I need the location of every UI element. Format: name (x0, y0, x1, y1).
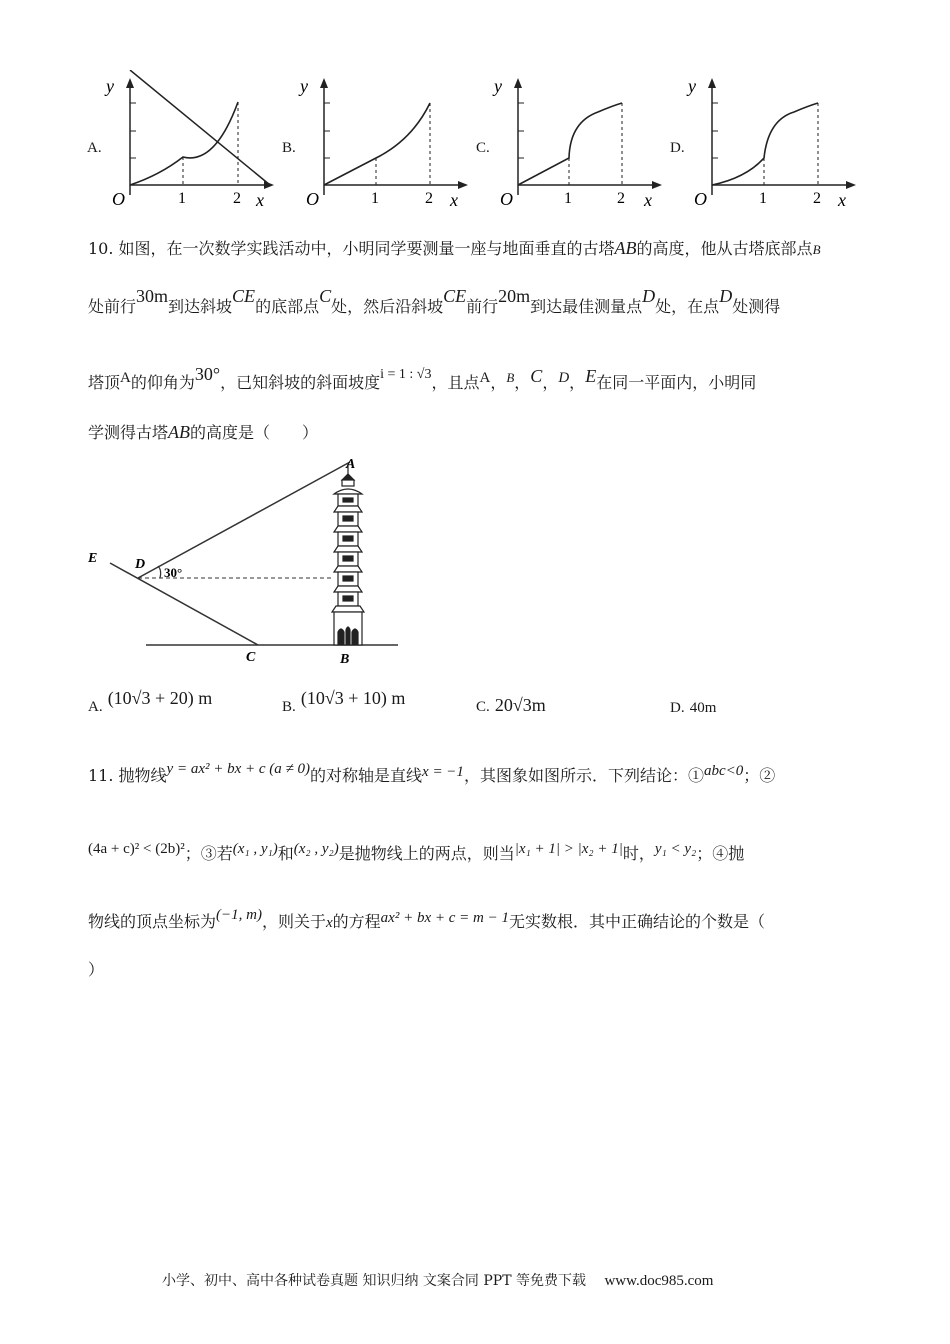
point-a-label: A (346, 457, 356, 472)
tick-1: 1 (178, 190, 186, 207)
tick-2: 2 (813, 190, 821, 207)
tick-2: 2 (425, 190, 433, 207)
x-axis-label: x (838, 190, 846, 210)
point-c-label: C (246, 650, 256, 665)
q11-line-1: 11. 抛物线y = ax² + bx + c (a ≠ 0)的对称轴是直线x = −1，其图象如图所示．下列结论：①abc<0；② (88, 761, 776, 785)
graph-b (294, 70, 479, 210)
graph-a-label: A. (87, 140, 102, 156)
q10-option-a: A. (10√3 + 20) m (88, 688, 213, 715)
tick-1: 1 (564, 190, 572, 207)
point-e-label: E (88, 551, 98, 566)
q11-line-3: 物线的顶点坐标为(−1, m)，则关于x的方程ax² + bx + c = m − 1无实数根．其中正确结论的个数是（ (88, 907, 765, 931)
graph-d-label: D. (670, 140, 685, 156)
q10-option-b: B. (10√3 + 10) m (282, 688, 406, 715)
graph-a (100, 70, 285, 210)
q10-line-4: 学测得古塔AB的高度是（ ） (88, 422, 319, 442)
y-axis-label: y (106, 76, 114, 96)
footer-link[interactable]: www.doc985.com (604, 1273, 714, 1289)
footer-text: 小学、初中、高中各种试卷真题 知识归纳 文案合同 PPT 等免费下载 (162, 1273, 586, 1289)
graph-d (682, 70, 867, 210)
q10-option-d: D. 40m (670, 700, 717, 716)
point-b-label: B (340, 652, 350, 667)
q10-line-1: 10. 如图，在一次数学实践活动中，小明同学要测量一座与地面垂直的古塔AB的高度，他从古塔底部点B (88, 238, 821, 258)
q10-option-c: C. 20√3m (476, 695, 546, 715)
tick-2: 2 (617, 190, 625, 207)
y-axis-label: y (494, 76, 502, 96)
tick-1: 1 (759, 190, 767, 207)
q10-line-3: 塔顶A的仰角为30°，已知斜坡的斜面坡度i = 1 : √3，且点A，$^B$，C，D，E在同一平面内，小明同 (88, 364, 757, 392)
angle-label: 30° (164, 565, 183, 580)
graph-b-label: B. (282, 140, 296, 156)
x-axis-label: x (450, 190, 458, 210)
origin-label: O (306, 189, 319, 209)
footer (162, 1270, 713, 1290)
x-axis-label: x (644, 190, 652, 210)
origin-label: O (112, 189, 125, 209)
tick-2: 2 (233, 190, 241, 207)
tower-figure (80, 450, 410, 675)
q11-line-2: (4a + c)² < (2b)²；③若(x₁ , y₁)和(x₂ , y₂)是抛物线上的两点，则当|x₁ + 1| > |x₂ + 1|时，y₁ < y₂；④抛 (88, 841, 745, 863)
graph-c (488, 70, 673, 210)
point-d-label: D (135, 557, 146, 572)
x-axis-label: x (256, 190, 264, 210)
origin-label: O (694, 189, 707, 209)
graph-c-label: C. (476, 140, 490, 156)
q10-line-2: 处前行30m到达斜坡CE的底部点C处，然后沿斜坡CE前行20m到达最佳测量点D处，在点D处测得 (88, 286, 781, 316)
tick-1: 1 (371, 190, 379, 207)
y-axis-label: y (688, 76, 696, 96)
q11-line-4: ） (88, 960, 105, 979)
pagoda-icon (332, 464, 364, 645)
y-axis-label: y (300, 76, 308, 96)
origin-label: O (500, 189, 513, 209)
